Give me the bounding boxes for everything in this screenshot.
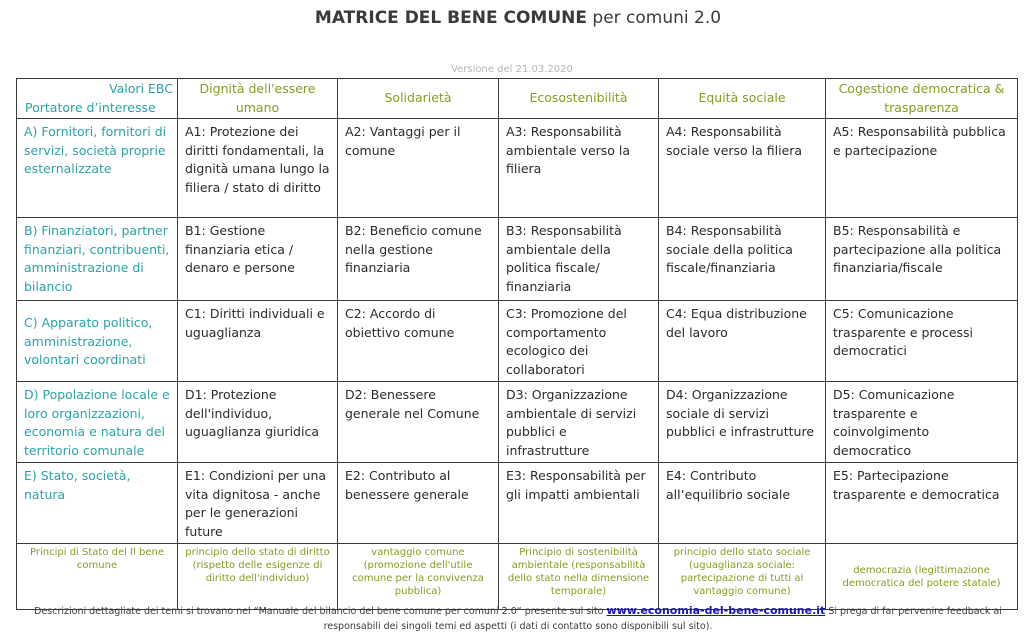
matrix-cell: A4: Responsabilità sociale verso la filiera <box>659 119 826 218</box>
principle-cell: democrazia (legittimazione democratica del potere statale) <box>826 544 1018 610</box>
matrix-cell: C2: Accordo di obiettivo comune <box>338 301 499 382</box>
note-text-before: Descrizioni dettagliate dei temi si trovano nel “Manuale del bilancio del bene comune per comuni 2.0“ presente sul sito <box>34 606 607 617</box>
value-header: Equità sociale <box>659 79 826 119</box>
website-link[interactable]: www.economia-del-bene-comune.it <box>606 604 826 617</box>
stakeholder-cell: C) Apparato politico, amministrazione, volontari coordinati <box>17 301 178 382</box>
principle-cell: principio dello stato di diritto (rispetto delle esigenze di diritto dell'individuo) <box>178 544 338 610</box>
matrix-cell: C5: Comunicazione trasparente e processi democratici <box>826 301 1018 382</box>
matrix-cell: D4: Organizzazione sociale di servizi pubblici e infrastrutture <box>659 382 826 463</box>
values-label: Valori EBC <box>109 81 173 96</box>
matrix-row <box>17 463 1018 544</box>
footer-note <box>20 603 1016 634</box>
stakeholder-cell: A) Fornitori, fornitori di servizi, società proprie esternalizzate <box>17 119 178 218</box>
header-row <box>17 79 1018 119</box>
matrix-cell: E5: Partecipazione trasparente e democratica <box>826 463 1018 544</box>
matrix-cell: B1: Gestione finanziaria etica / denaro e persone <box>178 218 338 301</box>
principle-cell: Principio di sostenibilità ambientale (responsabilità dello stato nella dimensione temporale) <box>499 544 659 610</box>
matrix-row <box>17 301 1018 382</box>
matrix-cell: B2: Beneficio comune nella gestione finanziaria <box>338 218 499 301</box>
matrix-cell: A1: Protezione dei diritti fondamentali, la dignità umana lungo la filiera / stato di diritto <box>178 119 338 218</box>
matrix-cell: B4: Responsabilità sociale della politica fiscale/finanziaria <box>659 218 826 301</box>
value-header: Cogestione democratica & trasparenza <box>826 79 1018 119</box>
title-rest: per comuni 2.0 <box>587 8 722 28</box>
matrix-cell: A2: Vantaggi per il comune <box>338 119 499 218</box>
principle-cell: principio dello stato sociale (uguaglianza sociale: partecipazione di tutti al vantaggio comune) <box>659 544 826 610</box>
matrix-row <box>17 218 1018 301</box>
principle-cell: Principi di Stato del Il bene comune <box>17 544 178 610</box>
matrix-cell: E3: Responsabilità per gli impatti ambientali <box>499 463 659 544</box>
value-header: Ecosostenibilità <box>499 79 659 119</box>
matrix-cell: C1: Diritti individuali e uguaglianza <box>178 301 338 382</box>
matrix-cell: C3: Promozione del comportamento ecologico dei collaboratori <box>499 301 659 382</box>
value-header: Dignità dell'essere umano <box>178 79 338 119</box>
stakeholder-cell: E) Stato, società, natura <box>17 463 178 544</box>
matrix-cell: D5: Comunicazione trasparente e coinvolgimento democratico <box>826 382 1018 463</box>
matrix-cell: C4: Equa distribuzione del lavoro <box>659 301 826 382</box>
matrix-cell: B3: Responsabilità ambientale della politica fiscale/ finanziaria <box>499 218 659 301</box>
corner-cell <box>17 79 178 119</box>
note-text-after: Si prega di far pervenire feedback ai responsabili dei singoli temi ed aspetti (i dati di contatto sono disponibili sul sito). <box>323 606 1002 632</box>
matrix-cell: A3: Responsabilità ambientale verso la filiera <box>499 119 659 218</box>
common-good-matrix <box>16 78 1018 610</box>
value-header: Solidarietà <box>338 79 499 119</box>
matrix-row <box>17 119 1018 218</box>
matrix-cell: D2: Benessere generale nel Comune <box>338 382 499 463</box>
principle-cell: vantaggio comune (promozione dell'utile comune per la convivenza pubblica) <box>338 544 499 610</box>
matrix-cell: D1: Protezione dell'individuo, uguaglianza giuridica <box>178 382 338 463</box>
principles-row <box>17 544 1018 610</box>
matrix-cell: E2: Contributo al benessere generale <box>338 463 499 544</box>
matrix-cell: E1: Condizioni per una vita dignitosa - anche per le generazioni future <box>178 463 338 544</box>
matrix-cell: A5: Responsabilità pubblica e partecipazione <box>826 119 1018 218</box>
stakeholder-label: Portatore d’interesse <box>25 99 156 115</box>
stakeholder-cell: B) Finanziatori, partner finanziari, contribuenti, amministrazione di bilancio <box>17 218 178 301</box>
matrix-row <box>17 382 1018 463</box>
matrix-cell: D3: Organizzazione ambientale di servizi pubblici e infrastrutture <box>499 382 659 463</box>
matrix-cell: E4: Contributo all’equilibrio sociale <box>659 463 826 544</box>
title-bold: MATRICE DEL BENE COMUNE <box>314 8 587 28</box>
page-title <box>0 8 1036 28</box>
version-label: Versione del 21.03.2020 <box>451 64 573 75</box>
matrix-cell: B5: Responsabilità e partecipazione alla politica finanziaria/fiscale <box>826 218 1018 301</box>
stakeholder-cell: D) Popolazione locale e loro organizzazioni, economia e natura del territorio comunale <box>17 382 178 463</box>
